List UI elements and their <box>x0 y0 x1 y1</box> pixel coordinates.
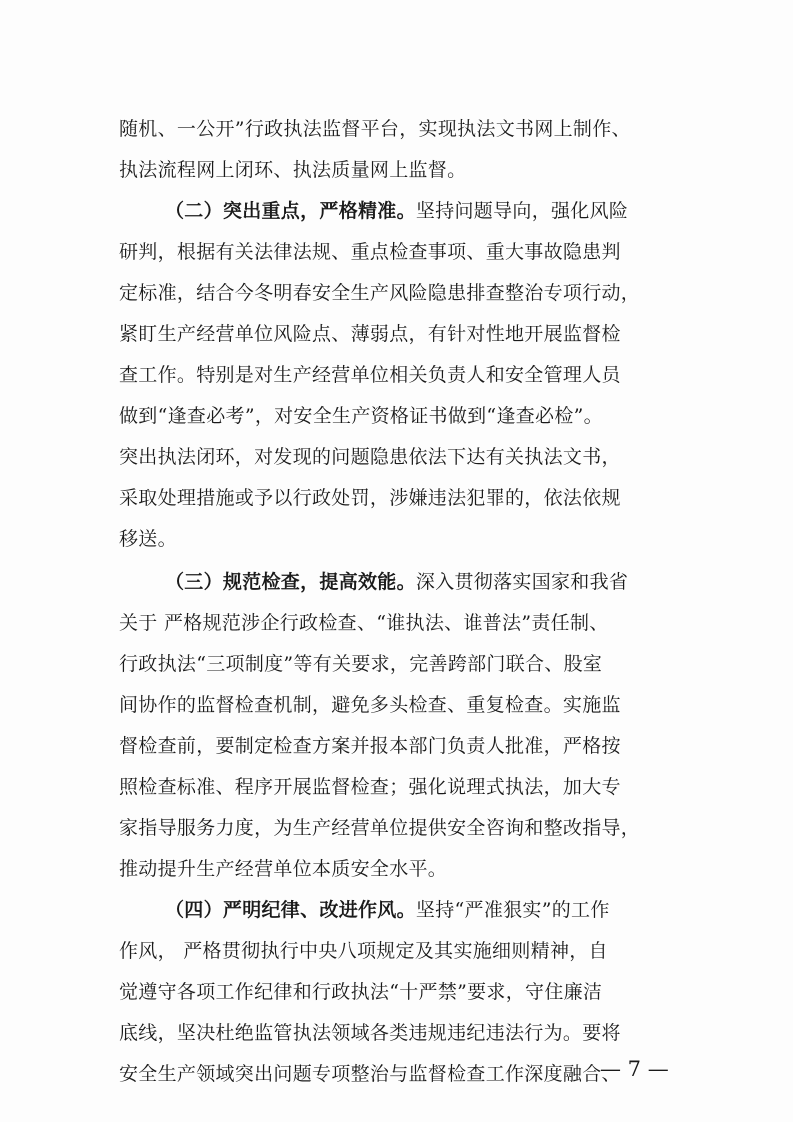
body-line: 行政执法“三项制度”等有关要求，完善跨部门联合、股室 <box>119 653 603 675</box>
body-line: 查工作。特别是对生产经营单位相关负责人和安全管理人员 <box>119 364 621 386</box>
body-line: 作风， 严格贯彻执行中央八项规定及其实施细则精神，自 <box>119 940 608 962</box>
body-line: 紧盯生产经营单位风险点、薄弱点，有针对性地开展监督检 <box>119 323 621 345</box>
body-line: 家指导服务力度，为生产经营单位提供安全咨询和整改指导， <box>119 817 641 839</box>
body-line: 做到“逢查必考”，对安全生产资格证书做到“逢查必检”。 <box>119 405 603 427</box>
body-line: 突出执法闭环，对发现的问题隐患依法下达有关执法文书， <box>119 446 621 468</box>
section-heading: （二）突出重点，严格精准。 <box>165 200 416 222</box>
body-line: 觉遵守各项工作纪律和行政执法“十严禁”要求，守住廉洁 <box>119 981 603 1003</box>
body-line: 督检查前，要制定检查方案并报本部门负责人批准，严格按 <box>119 735 621 757</box>
body-line: 采取处理措施或予以行政处罚，涉嫌违法犯罪的，依法依规 <box>119 487 621 509</box>
body-line: 底线，坚决杜绝监管执法领域各类违规违纪违法行为。要将 <box>119 1022 621 1044</box>
section-heading: （四）严明纪律、改进作风。 <box>165 899 416 921</box>
section-heading: （三）规范检查，提高效能。 <box>165 571 416 593</box>
body-line: 关于 严格规范涉企行政检查、“谁执法、谁普法”责任制、 <box>119 612 609 634</box>
body-line: 执法流程网上闭环、执法质量网上监督。 <box>119 159 467 181</box>
body-line: 定标准，结合今冬明春安全生产风险隐患排查整治专项行动， <box>119 282 641 304</box>
section-3-heading-line: （三）规范检查，提高效能。深入贯彻落实国家和我省 <box>165 571 629 593</box>
section-4-heading-line: （四）严明纪律、改进作风。坚持“严准狠实”的工作 <box>165 899 610 921</box>
body-line: 间协作的监督检查机制，避免多头检查、重复检查。实施监 <box>119 694 621 716</box>
body-line: 随机、一公开”行政执法监督平台，实现执法文书网上制作、 <box>119 118 631 140</box>
body-line: 研判，根据有关法律法规、重点检查事项、重大事故隐患判 <box>119 241 621 263</box>
body-line: 照检查标准、程序开展监督检查；强化说理式执法，加大专 <box>119 776 621 798</box>
page-number: — 7 — <box>600 1057 669 1081</box>
section-2-heading-line: （二）突出重点，严格精准。坚持问题导向，强化风险 <box>165 200 629 222</box>
body-line: 推动提升生产经营单位本质安全水平。 <box>119 858 448 880</box>
body-line: 安全生产领域突出问题专项整治与监督检查工作深度融合、 <box>119 1063 621 1085</box>
body-line: 移送。 <box>119 528 177 550</box>
